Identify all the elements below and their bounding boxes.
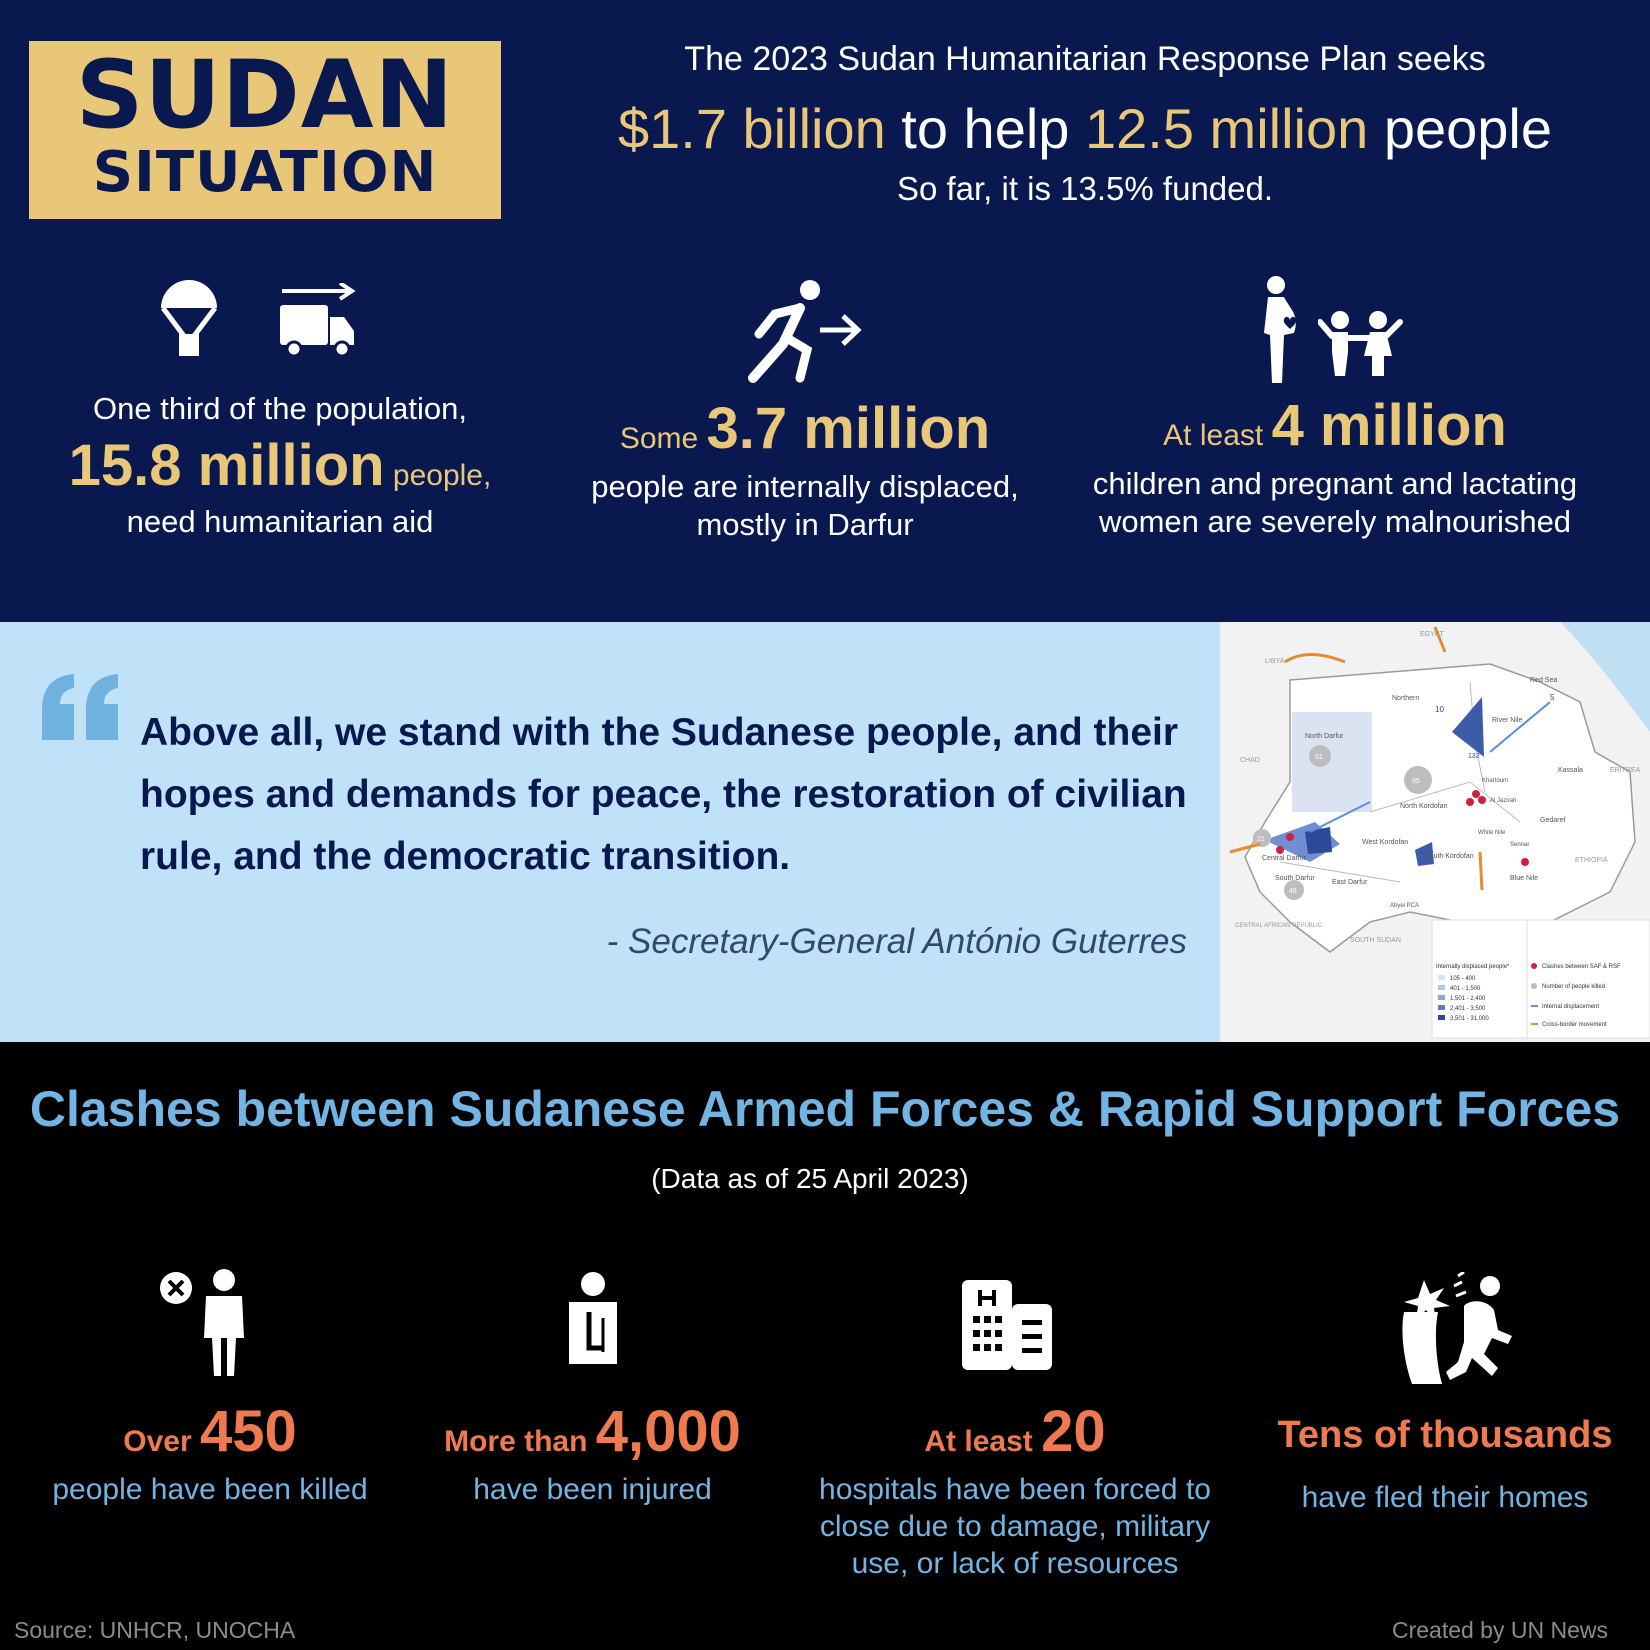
stat-hospitals-desc2: close due to damage, military: [819, 1510, 1211, 1543]
delivery-truck-icon: [278, 283, 358, 358]
stat-malnourished-pre: At least: [1163, 419, 1272, 452]
map-legend-internal: Internal displacement: [1542, 1004, 1600, 1010]
map-legend-title: Internally displaced people*: [1436, 964, 1510, 970]
stat-hospitals: [805, 1398, 1225, 1582]
map-label-eritrea: ERITREA: [1610, 767, 1641, 774]
map-label-sennar: Sennar: [1510, 842, 1530, 848]
map-legend-range5: 3,501 - 31,000: [1450, 1016, 1489, 1022]
logo-line1: SUDAN: [75, 41, 455, 150]
stat-malnourished: [1080, 392, 1590, 541]
credit-note: Created by UN News: [1391, 1617, 1608, 1643]
stat-displaced-value: 3.7 million: [706, 396, 991, 461]
stat-fled-desc: have fled their homes: [1301, 1481, 1589, 1514]
person-killed-icon: [158, 1268, 253, 1378]
stat-hospitals-desc1: hospitals have been forced to: [819, 1473, 1211, 1506]
hospital-icon: [960, 1278, 1055, 1373]
stat-need-aid-suffix: people,: [384, 459, 492, 492]
map-badge-10: 10: [1435, 705, 1444, 714]
stat-killed: [20, 1398, 400, 1508]
stat-hospitals-pre: At least: [924, 1425, 1042, 1458]
map-label-river-nile: River Nile: [1492, 717, 1523, 724]
logo-line2: SITUATION: [92, 140, 438, 205]
stat-malnourished-value: 4 million: [1271, 393, 1507, 458]
map-label-south-darfur: South Darfur: [1275, 875, 1315, 882]
quote-line3: rule, and the democratic transition.: [140, 835, 791, 878]
stat-hospitals-value: 20: [1041, 1399, 1106, 1464]
stat-displaced-line1: people are internally displaced,: [591, 469, 1019, 504]
pregnant-woman-icon: [1258, 275, 1306, 385]
stat-need-aid-value: 15.8 million: [68, 433, 385, 498]
stat-need-aid-line2: need humanitarian aid: [126, 504, 434, 539]
map-badge-21: 21: [1257, 836, 1265, 843]
stat-displaced: [560, 395, 1050, 544]
fleeing-person-icon: [1402, 1272, 1517, 1387]
map-label-northern: Northern: [1392, 695, 1420, 702]
running-person-icon: [745, 278, 865, 383]
stat-fled: [1250, 1414, 1640, 1516]
map-label-khartoum: Khartoum: [1482, 778, 1509, 784]
stat-injured-value: 4,000: [595, 1399, 741, 1464]
map-label-east-darfur: East Darfur: [1332, 879, 1368, 886]
map-legend-killed: Number of people killed: [1542, 984, 1606, 990]
funding-headline: [540, 96, 1630, 161]
parachute-airdrop-icon: [158, 278, 220, 358]
stat-need-aid-line1: One third of the population,: [93, 391, 467, 426]
quote-author: - Secretary-General António Guterres: [606, 922, 1187, 961]
map-label-ethiopia: ETHIOPIA: [1575, 857, 1608, 864]
map-legend-clashes: Clashes between SAF & RSF: [1542, 964, 1621, 970]
stat-killed-value: 450: [199, 1399, 297, 1464]
amount: $1.7 billion: [617, 97, 886, 160]
stat-injured: [400, 1398, 785, 1508]
stat-fled-value: Tens of thousands: [1277, 1414, 1613, 1456]
quote-text: [140, 702, 1200, 888]
map-badge-95: 95: [1412, 778, 1420, 785]
map-label-abyei: Abyei PCA: [1390, 903, 1420, 909]
map-label-chad: CHAD: [1240, 757, 1260, 764]
map-label-blue-nile: Blue Nile: [1510, 875, 1539, 882]
children-icon: [1318, 310, 1403, 378]
map-label-al-jazirah: Al Jazirah: [1490, 798, 1517, 804]
response-plan-line: The 2023 Sudan Humanitarian Response Plan seeks: [684, 40, 1486, 78]
quote-line1: Above all, we stand with the Sudanese people, and their: [140, 711, 1179, 754]
quote-mark-icon: [40, 672, 122, 742]
map-label-egypt: EGYPT: [1420, 631, 1444, 638]
stat-displaced-line2: mostly in Darfur: [696, 507, 914, 542]
injured-person-icon: [563, 1272, 623, 1372]
map-label-central-darfur: Central Darfur: [1262, 855, 1306, 862]
map-label-west-kordofan: West Kordofan: [1362, 839, 1409, 846]
sudan-map: [1220, 622, 1650, 1042]
stat-killed-desc: people have been killed: [52, 1473, 368, 1506]
map-legend-cross: Cross-border movement: [1542, 1022, 1607, 1028]
map-label-car: CENTRAL AFRICAN REPUBLIC: [1235, 923, 1323, 929]
clashes-date: (Data as of 25 April 2023): [651, 1163, 969, 1194]
map-legend-range2: 401 - 1,500: [1450, 986, 1481, 992]
stat-hospitals-desc3: use, or lack of resources: [851, 1547, 1179, 1580]
map-label-north-kordofan: North Kordofan: [1400, 803, 1448, 810]
funded-line: So far, it is 13.5% funded.: [896, 170, 1274, 207]
map-legend-range3: 1,501 - 2,400: [1450, 996, 1486, 1002]
quote-line2: hopes and demands for peace, the restoration of civilian: [140, 773, 1187, 816]
stat-injured-pre: More than: [444, 1425, 596, 1458]
map-label-north-darfur: North Darfur: [1305, 733, 1344, 740]
map-badge-61: 61: [1315, 754, 1323, 761]
map-label-white-nile: White Nile: [1478, 830, 1506, 836]
map-label-libya: LIBYA: [1265, 658, 1285, 665]
map-badge-5: 5: [1550, 693, 1555, 702]
map-label-kassala: Kassala: [1558, 767, 1583, 774]
sudan-situation-logo: [29, 41, 501, 219]
map-label-south-kordofan: South Kordofan: [1425, 853, 1474, 860]
source-note: Source: UNHCR, UNOCHA: [14, 1617, 296, 1643]
stat-malnourished-line1: children and pregnant and lactating: [1092, 466, 1578, 501]
map-label-red-sea: Red Sea: [1530, 677, 1558, 684]
to-help: to help: [885, 97, 1085, 160]
map-badge-132: 132: [1468, 753, 1480, 760]
map-label-gedaref: Gedaref: [1540, 817, 1566, 824]
map-label-south-sudan: SOUTH SUDAN: [1350, 937, 1401, 944]
stat-injured-desc: have been injured: [473, 1473, 712, 1506]
people-count: 12.5 million: [1085, 97, 1369, 160]
people-word: people: [1368, 97, 1552, 160]
stat-killed-pre: Over: [123, 1425, 200, 1458]
stat-malnourished-line2: women are severely malnourished: [1098, 504, 1572, 539]
map-badge-48: 48: [1289, 888, 1297, 895]
map-legend-range4: 2,401 - 3,500: [1450, 1006, 1486, 1012]
stat-displaced-pre: Some: [619, 422, 707, 455]
stat-need-aid: [30, 390, 530, 541]
clashes-title: Clashes between Sudanese Armed Forces & Rapid Support Forces: [29, 1081, 1621, 1137]
map-legend-range1: 105 - 400: [1450, 976, 1476, 982]
